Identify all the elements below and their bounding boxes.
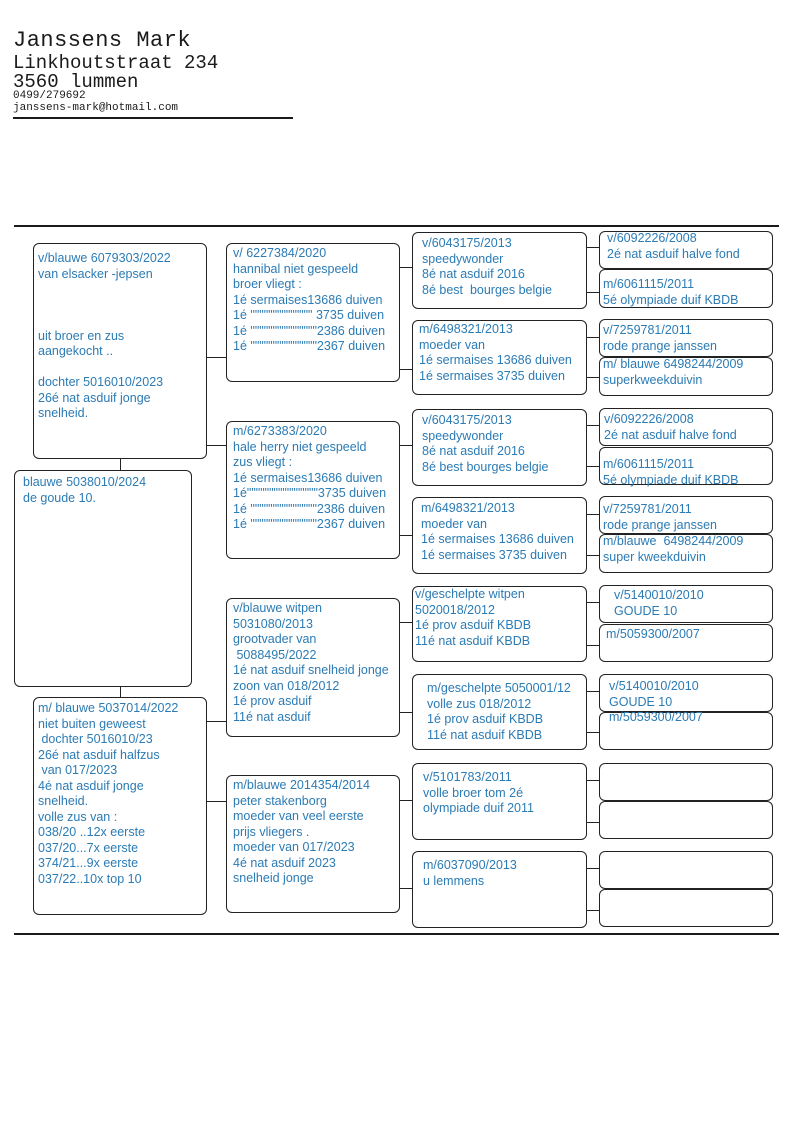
owner-city: 3560 lummen (13, 71, 139, 93)
text-line: 1é sermaises 13686 duiven (421, 532, 574, 546)
ancestor-box-12-text (609, 710, 703, 726)
text-line: moeder van (419, 337, 486, 352)
grandparent-box-3-text (233, 601, 389, 725)
text-line: v/7259781/2011 (603, 502, 692, 516)
great-grandparent-box-1 (412, 232, 587, 309)
text-line: aangekocht .. (38, 344, 114, 358)
owner-phone: 0499/279692 (13, 90, 86, 102)
text-line: hannibal niet gespeeld (233, 261, 359, 276)
text-line: moeder van veel eerste (233, 809, 364, 823)
ancestor-box-12 (599, 712, 773, 750)
ancestor-box-9 (599, 585, 773, 623)
text-line: 1é """""""""""""" 3735 duiven (233, 308, 385, 322)
ancestor-box-6 (599, 447, 773, 485)
text-line: super kweekduivin (603, 549, 706, 564)
text-line: 8é nat asduif 2016 (422, 267, 525, 281)
text-line: 5020018/2012 (415, 602, 495, 617)
connector-line (207, 357, 226, 358)
text-line: olympiade duif 2011 (423, 801, 534, 815)
great-grandparent-box-4-text (421, 501, 574, 563)
great-grandparent-box-6 (412, 674, 587, 750)
connector-line (587, 691, 599, 692)
ancestor-box-14 (599, 801, 773, 839)
great-grandparent-box-6-text (427, 681, 571, 743)
grandparent-box-4 (226, 775, 400, 913)
text-line: 4é nat asduif jonge (38, 778, 144, 793)
great-grandparent-box-4 (412, 497, 587, 574)
connector-line (587, 377, 599, 378)
text-line: 5é olympiade duif KBDB (603, 472, 739, 487)
connector-line (587, 822, 599, 823)
text-line: 26é nat asduif jonge (38, 390, 151, 405)
text-line: v/5101783/2011 (423, 770, 512, 784)
text-line: zoon van 018/2012 (233, 678, 340, 693)
connector-line (587, 910, 599, 911)
text-line: snelheid jonge (233, 871, 314, 885)
text-line: m/blauwe 2014354/2014 (233, 778, 370, 792)
text-line: m/6498321/2013 (419, 322, 513, 336)
text-line: v/blauwe 6079303/2022 (38, 251, 171, 265)
great-grandparent-box-8-text (423, 858, 517, 889)
connector-line (587, 292, 599, 293)
text-line: 1é prov asduif KBDB (427, 712, 544, 726)
ancestor-box-8-text (603, 534, 743, 565)
connector-line (587, 514, 599, 515)
text-line: de goude 10. (23, 490, 96, 505)
text-line: van elsacker -jepsen (38, 266, 153, 281)
pigeon-box (14, 470, 192, 687)
owner-email: janssens-mark@hotmail.com (13, 102, 179, 114)
great-grandparent-box-1-text (422, 236, 552, 298)
text-line: 1é """""""""""""""2386 duiven (233, 501, 386, 516)
connector-line (120, 459, 121, 470)
ancestor-box-11-text (609, 679, 699, 710)
text-line (38, 313, 171, 329)
father-box-text (38, 251, 171, 422)
text-line: 5031080/2013 (233, 616, 313, 631)
connector-line (400, 267, 412, 268)
great-grandparent-box-3-text (422, 413, 548, 475)
owner-name: Janssens Mark (13, 28, 192, 53)
ancestor-box-3 (599, 319, 773, 357)
text-line: peter stakenborg (233, 793, 327, 808)
connector-line (587, 602, 599, 603)
text-line: 11é nat asduif KBDB (427, 727, 543, 742)
text-line: speedywonder (422, 251, 504, 266)
ancestor-box-7-text (603, 502, 717, 533)
ancestor-box-5 (599, 408, 773, 446)
text-line: van 017/2023 (38, 763, 118, 777)
text-line: dochter 5016010/2023 (38, 375, 164, 389)
text-line: m/ blauwe 5037014/2022 (38, 701, 179, 715)
connector-line (400, 369, 412, 370)
text-line: 038/20 ..12x eerste (38, 825, 146, 839)
text-line: blauwe 5038010/2024 (23, 475, 147, 489)
ancestor-box-10 (599, 624, 773, 662)
connector-line (400, 712, 412, 713)
great-grandparent-box-5-text (415, 587, 531, 649)
text-line: grootvader van (233, 632, 317, 646)
bottom-divider (14, 933, 779, 935)
text-line: 1é sermaises 13686 duiven (419, 353, 572, 367)
text-line: 4é nat asduif 2023 (233, 855, 336, 870)
ancestor-box-4 (599, 357, 773, 396)
great-grandparent-box-7-text (423, 770, 534, 817)
text-line: dochter 5016010/23 (38, 732, 153, 746)
text-line: GOUDE 10 (614, 603, 678, 618)
connector-line (207, 445, 226, 446)
grandparent-box-2-text (233, 424, 386, 533)
connector-line (120, 687, 121, 697)
connector-line (587, 555, 599, 556)
text-line (38, 282, 171, 298)
text-line: rode prange janssen (603, 338, 717, 353)
grandparent-box-4-text (233, 778, 370, 887)
text-line: superkweekduivin (603, 372, 703, 387)
ancestor-box-9-text (614, 588, 704, 619)
text-line: volle zus 018/2012 (427, 696, 532, 711)
grandparent-box-1-text (233, 246, 385, 355)
text-line: zus vliegt : (233, 455, 293, 469)
connector-line (587, 780, 599, 781)
text-line: 1é""""""""""""""""3735 duiven (233, 486, 387, 500)
text-line: v/ 6227384/2020 (233, 246, 327, 260)
top-divider (14, 225, 779, 227)
text-line: 11é nat asduif KBDB (415, 633, 531, 648)
ancestor-box-6-text (603, 457, 739, 488)
great-grandparent-box-8 (412, 851, 587, 928)
text-line: m/5059300/2007 (609, 710, 703, 724)
text-line: 1é sermaises 3735 duiven (419, 368, 565, 383)
ancestor-box-3-text (603, 323, 717, 354)
text-line: 5088495/2022 (233, 647, 317, 662)
ancestor-box-5-text (604, 412, 737, 443)
text-line: 8é best bourges belgie (422, 459, 549, 474)
text-line: m/6037090/2013 (423, 858, 517, 872)
text-line: 037/22..10x top 10 (38, 871, 142, 886)
connector-line (400, 888, 412, 889)
text-line: 5é olympiade duif KBDB (603, 292, 739, 307)
text-line: 037/20...7x eerste (38, 840, 139, 855)
grandparent-box-1 (226, 243, 400, 382)
text-line (38, 298, 171, 314)
connector-line (400, 535, 412, 536)
mother-box-text (38, 701, 178, 887)
ancestor-box-13 (599, 763, 773, 801)
text-line: GOUDE 10 (609, 694, 673, 709)
great-grandparent-box-2 (412, 320, 587, 395)
text-line: 1é prov asduif (233, 694, 312, 708)
ancestor-box-2 (599, 269, 773, 308)
text-line: 1é """""""""""""""2386 duiven (233, 323, 386, 338)
text-line: 2é nat asduif halve fond (604, 427, 737, 442)
great-grandparent-box-5 (412, 586, 587, 662)
text-line: rode prange janssen (603, 517, 717, 532)
ancestor-box-11 (599, 674, 773, 712)
text-line: v/6043175/2013 (422, 413, 512, 427)
text-line: 1é """""""""""""""2367 duiven (233, 339, 386, 353)
text-line: 1é nat asduif snelheid jonge (233, 663, 389, 677)
text-line: 374/21...9x eerste (38, 856, 139, 870)
connector-line (400, 622, 412, 623)
text-line: v/7259781/2011 (603, 323, 692, 337)
connector-line (400, 800, 412, 801)
text-line: v/5140010/2010 (609, 679, 699, 693)
text-line: 1é sermaises 3735 duiven (421, 547, 567, 562)
text-line: 8é nat asduif 2016 (422, 444, 525, 458)
text-line: snelheid. (38, 406, 89, 420)
connector-line (587, 425, 599, 426)
text-line: prijs vliegers . (233, 824, 310, 839)
text-line: volle zus van : (38, 809, 118, 824)
text-line: uit broer en zus (38, 328, 125, 343)
great-grandparent-box-7 (412, 763, 587, 840)
text-line: snelheid. (38, 794, 89, 808)
text-line: 1é sermaises13686 duiven (233, 470, 383, 485)
connector-line (587, 732, 599, 733)
connector-line (400, 445, 412, 446)
text-line: v/6043175/2013 (422, 236, 512, 250)
text-line: 1é sermaises13686 duiven (233, 292, 383, 307)
text-line: 1é """""""""""""""2367 duiven (233, 517, 386, 531)
text-line: 1é prov asduif KBDB (415, 618, 532, 632)
connector-line (587, 466, 599, 467)
text-line: m/6498321/2013 (421, 501, 515, 515)
text-line: 26é nat asduif halfzus (38, 747, 160, 762)
text-line: v/6092226/2008 (607, 231, 697, 245)
ancestor-box-7 (599, 496, 773, 534)
owner-street: Linkhoutstraat 234 (13, 52, 219, 74)
text-line: v/blauwe witpen (233, 601, 322, 615)
text-line: 8é best bourges belgie (422, 282, 552, 297)
text-line: 11é nat asduif (233, 709, 311, 724)
text-line: m/6061115/2011 (603, 277, 695, 291)
connector-line (587, 247, 599, 248)
text-line: speedywonder (422, 428, 504, 443)
text-line: m/5059300/2007 (606, 627, 700, 641)
text-line: volle broer tom 2é (423, 785, 524, 800)
grandparent-box-2 (226, 421, 400, 559)
header-underline (13, 117, 293, 119)
text-line: 2é nat asduif halve fond (607, 246, 740, 261)
mother-box (33, 697, 207, 915)
ancestor-box-2-text (603, 277, 739, 308)
text-line: hale herry niet gespeeld (233, 439, 367, 454)
text-line: broer vliegt : (233, 277, 302, 291)
ancestor-box-1 (599, 231, 773, 269)
great-grandparent-box-3 (412, 409, 587, 486)
connector-line (587, 337, 599, 338)
ancestor-box-10-text (606, 627, 700, 643)
great-grandparent-box-2-text (419, 322, 572, 384)
grandparent-box-3 (226, 598, 400, 737)
connector-line (587, 868, 599, 869)
text-line: moeder van 017/2023 (233, 840, 355, 854)
text-line: niet buiten geweest (38, 716, 146, 731)
pigeon-box-text (23, 475, 146, 506)
text-line: m/blauwe 6498244/2009 (603, 534, 744, 548)
text-line: v/5140010/2010 (614, 588, 704, 602)
text-line: m/geschelpte 5050001/12 (427, 681, 571, 695)
text-line: m/6273383/2020 (233, 424, 327, 438)
text-line: m/6061115/2011 (603, 457, 695, 471)
text-line: v/geschelpte witpen (415, 587, 525, 601)
text-line: m/ blauwe 6498244/2009 (603, 357, 744, 371)
connector-line (587, 645, 599, 646)
text-line: u lemmens (423, 873, 485, 888)
text-line: v/6092226/2008 (604, 412, 694, 426)
ancestor-box-8 (599, 534, 773, 573)
ancestor-box-4-text (603, 357, 743, 388)
ancestor-box-1-text (607, 231, 740, 262)
connector-line (207, 721, 226, 722)
ancestor-box-16 (599, 889, 773, 927)
text-line: moeder van (421, 516, 488, 531)
text-line (38, 360, 171, 376)
ancestor-box-15 (599, 851, 773, 889)
father-box (33, 243, 207, 459)
connector-line (207, 801, 226, 802)
